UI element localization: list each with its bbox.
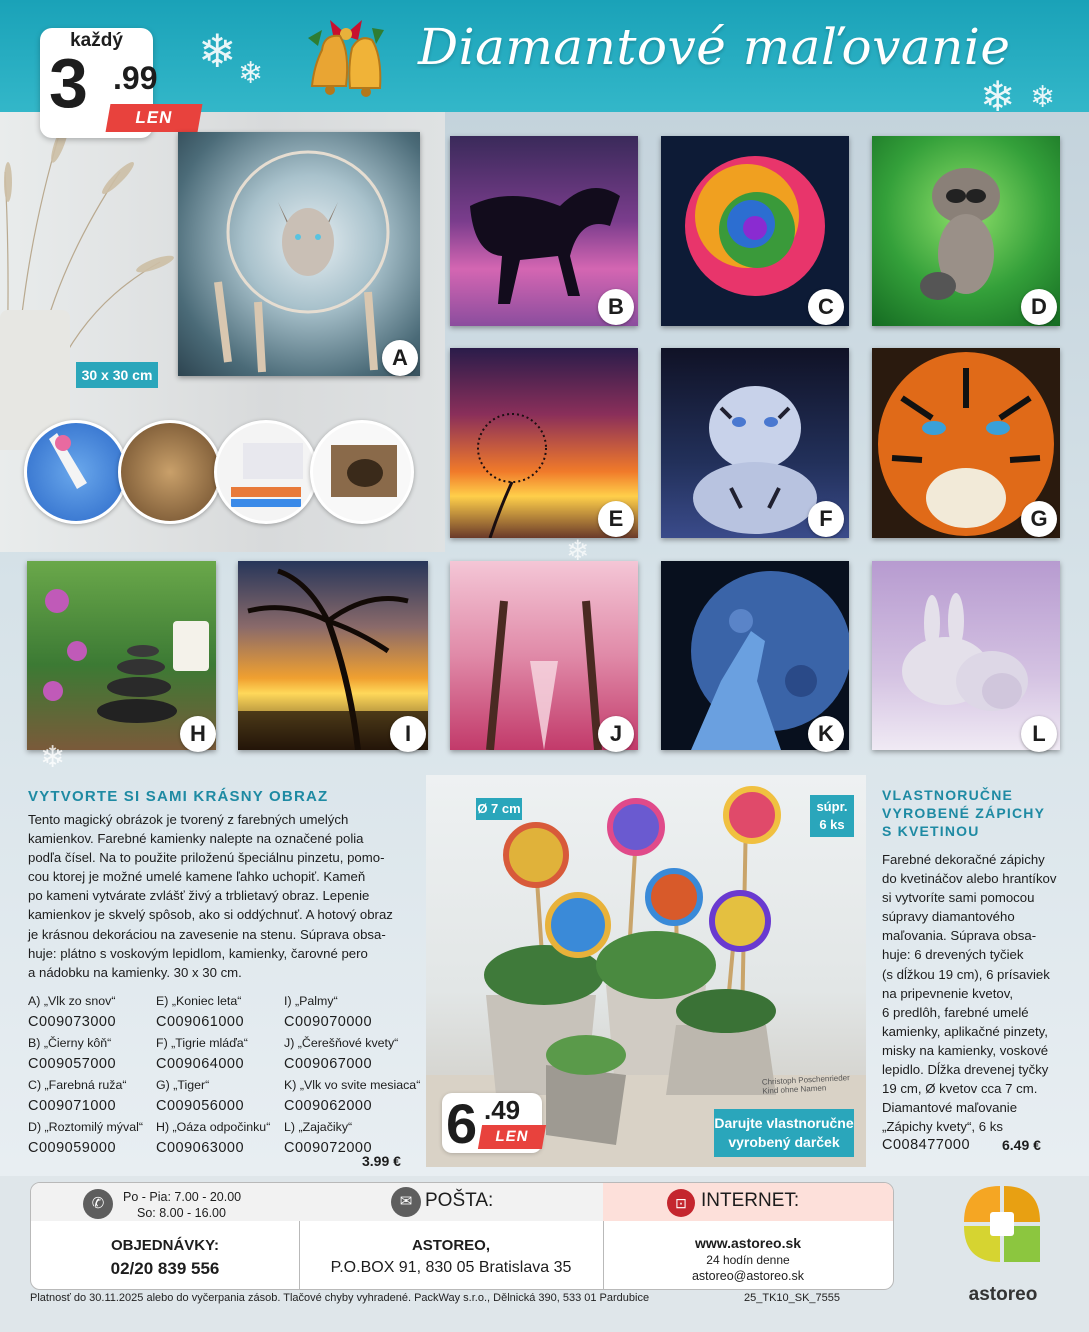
plant-price-integer: 6 bbox=[446, 1092, 476, 1155]
hours-24: 24 hodín denne bbox=[706, 1253, 790, 1267]
product-tile-a[interactable] bbox=[178, 132, 420, 376]
product-name: K) „Vlk vo svite mesiaca“ bbox=[284, 1078, 421, 1092]
tile-letter-j: J bbox=[598, 716, 634, 752]
plant-heading: VLASTNORUČNE VYROBENÉ ZÁPICHY S KVETINOU bbox=[882, 787, 1046, 839]
footer-note: Platnosť do 30.11.2025 alebo do vyčerpania zásob. Tlačové chyby vyhradené. PackWay s.r.o., Dělnická 390, 533 01 Pardubice bbox=[30, 1292, 650, 1304]
section-heading: VYTVORTE SI SAMI KRÁSNY OBRAZ bbox=[28, 788, 329, 805]
product-code: C009067000 bbox=[284, 1056, 373, 1072]
product-code: C009073000 bbox=[28, 1014, 117, 1030]
diameter-tag: Ø 7 cm bbox=[476, 798, 522, 820]
phone-icon: ✆ bbox=[83, 1189, 113, 1219]
price-cents: .99 bbox=[113, 60, 158, 96]
snowflake-icon: ❄ bbox=[238, 56, 264, 91]
price-integer: 3 bbox=[49, 44, 85, 122]
phone-hours-weekday: Po - Pia: 7.00 - 20.00 bbox=[123, 1190, 242, 1204]
tile-letter-l: L bbox=[1021, 716, 1057, 752]
tile-letter-c: C bbox=[808, 289, 844, 325]
product-list-col-3 bbox=[284, 991, 424, 1159]
tile-letter-h: H bbox=[180, 716, 216, 752]
set-tag: súpr. 6 ks bbox=[810, 795, 854, 837]
plant-price: 6.49 € bbox=[1002, 1137, 1041, 1154]
product-code: C009063000 bbox=[156, 1140, 245, 1156]
internet-label: INTERNET: bbox=[701, 1190, 800, 1211]
product-name: B) „Čierny kôň“ bbox=[28, 1036, 112, 1050]
wolf-dreamcatcher-image bbox=[178, 132, 420, 376]
tile-letter-e: E bbox=[598, 501, 634, 537]
snowflake-icon: ❄ bbox=[1030, 80, 1056, 115]
tile-letter-k: K bbox=[808, 716, 844, 752]
len-tag: LEN bbox=[106, 104, 203, 132]
product-code: C009056000 bbox=[156, 1098, 245, 1114]
snowflake-icon: ❄ bbox=[198, 24, 237, 78]
contact-footer bbox=[30, 1182, 894, 1290]
product-code: C009057000 bbox=[28, 1056, 117, 1072]
detail-image-box bbox=[310, 420, 414, 524]
product-code: C009064000 bbox=[156, 1056, 245, 1072]
page-title: Diamantové maľovanie bbox=[418, 18, 1011, 76]
plant-product-code: C008477000 bbox=[882, 1137, 971, 1154]
post-section bbox=[299, 1183, 604, 1289]
tile-letter-d: D bbox=[1021, 289, 1057, 325]
email-link[interactable]: astoreo@astoreo.sk bbox=[691, 1269, 805, 1283]
snowflake-icon: ❄ bbox=[980, 72, 1016, 121]
size-tag: 30 x 30 cm bbox=[76, 362, 158, 388]
brand-name: astoreo bbox=[968, 1284, 1038, 1305]
plant-product-name: Diamantové maľovanie „Zápichy kvety“, 6 ks bbox=[882, 1100, 1018, 1135]
detail-image-pen bbox=[24, 420, 128, 524]
product-code: C009059000 bbox=[28, 1140, 117, 1156]
website-link[interactable]: www.astoreo.sk bbox=[694, 1235, 802, 1251]
product-code: C009070000 bbox=[284, 1014, 373, 1030]
phone-hours-saturday: So: 8.00 - 16.00 bbox=[137, 1206, 226, 1220]
product-description: Tento magický obrázok je tvorený z farebných umelých kamienkov. Farebné kamienky nalepte na označené polia podľa čísel. Na to použite priloženú špeciálnu pinzetu, pomo- cou ktorej je možné umelé kamene ľahko uchopiť. Kameň po kameni vytvárate zvlášť živý a trblietavý obraz. Lepenie kamienkov je skvelý spôsob, ako si oddýchnuť. A hotový obraz je krásnou dekoráciou na zavesenie na stenu. Súprava obsa- huje: plátno s voskovým lepidlom, kamienky, čarovné pero a nádobku na kamienky. 30 x 30 cm. bbox=[28, 812, 393, 980]
post-label: POŠTA: bbox=[425, 1190, 494, 1211]
plant-product-info bbox=[882, 786, 1072, 1156]
product-code: C009062000 bbox=[284, 1098, 373, 1114]
product-name: L) „Zajačiky“ bbox=[284, 1120, 353, 1134]
orders-label: OBJEDNÁVKY: bbox=[110, 1237, 220, 1254]
product-name: C) „Farebná ruža“ bbox=[28, 1078, 127, 1092]
product-code: C009061000 bbox=[156, 1014, 245, 1030]
product-name: G) „Tiger“ bbox=[156, 1078, 210, 1092]
main-price: 3.99 € bbox=[362, 1153, 401, 1169]
gift-tag: Darujte vlastnoručne vyrobený darček bbox=[714, 1109, 854, 1157]
product-code: C009072000 bbox=[284, 1140, 373, 1156]
snowflake-icon: ❄ bbox=[40, 740, 66, 775]
post-name: ASTOREO, bbox=[411, 1237, 491, 1254]
detail-image-stones bbox=[118, 420, 222, 524]
book-text: Christoph Poschenrieder Kind ohne Namen bbox=[761, 1073, 850, 1096]
product-name: F) „Tigrie mláďa“ bbox=[156, 1036, 248, 1050]
post-address: P.O.BOX 91, 830 05 Bratislava 35 bbox=[330, 1259, 572, 1276]
tile-letter-g: G bbox=[1021, 501, 1057, 537]
plant-len-tag: LEN bbox=[478, 1125, 546, 1149]
shopping-bag-icon: ⊡ bbox=[667, 1189, 695, 1217]
price-prefix: každý bbox=[70, 30, 123, 51]
product-name: E) „Koniec leta“ bbox=[156, 994, 242, 1008]
plant-description: Farebné dekoračné zápichy do kvetináčov alebo hrantíkov si vytvoríte sami pomocou súpravy diamantového maľovania. Súprava obsa- huje: 6 drevených tyčiek (s dĺžkou 19 cm), 6 prísaviek na pripevnenie kvetov, 6 predlôh, farebné umelé kamienky, aplikačné pinzety, misky na kamienky, voskové lepidlo. Dĺžka drevenej tyčky 19 cm, Ø kvetov cca 7 cm. bbox=[882, 852, 1057, 1097]
tile-letter-i: I bbox=[390, 716, 426, 752]
mail-icon: ✉ bbox=[391, 1187, 421, 1217]
internet-section bbox=[603, 1183, 893, 1289]
snowflake-icon: ❄ bbox=[566, 534, 590, 567]
product-name: I) „Palmy“ bbox=[284, 994, 338, 1008]
catalog-code: 25_TK10_SK_7555 bbox=[744, 1292, 841, 1304]
plant-code-row bbox=[882, 1136, 1072, 1156]
product-name: H) „Oáza odpočinku“ bbox=[156, 1120, 271, 1134]
detail-image-kit bbox=[214, 420, 318, 524]
product-list-col-2 bbox=[156, 991, 288, 1159]
tile-letter-a: A bbox=[382, 340, 418, 376]
plant-photo[interactable] bbox=[426, 775, 866, 1167]
christmas-bells-icon bbox=[300, 0, 392, 110]
product-name: J) „Čerešňové kvety“ bbox=[284, 1036, 399, 1050]
product-code: C009071000 bbox=[28, 1098, 117, 1114]
orders-phone[interactable]: 02/20 839 556 bbox=[110, 1259, 220, 1278]
product-name: A) „Vlk zo snov“ bbox=[28, 994, 116, 1008]
tile-letter-f: F bbox=[808, 501, 844, 537]
product-name: D) „Roztomilý mýval“ bbox=[28, 1120, 143, 1134]
astoreo-logo-icon bbox=[960, 1182, 1044, 1282]
tile-letter-b: B bbox=[598, 289, 634, 325]
plant-price-cents: .49 bbox=[484, 1095, 521, 1125]
phone-section bbox=[31, 1183, 300, 1289]
product-list-col-1 bbox=[28, 991, 160, 1159]
